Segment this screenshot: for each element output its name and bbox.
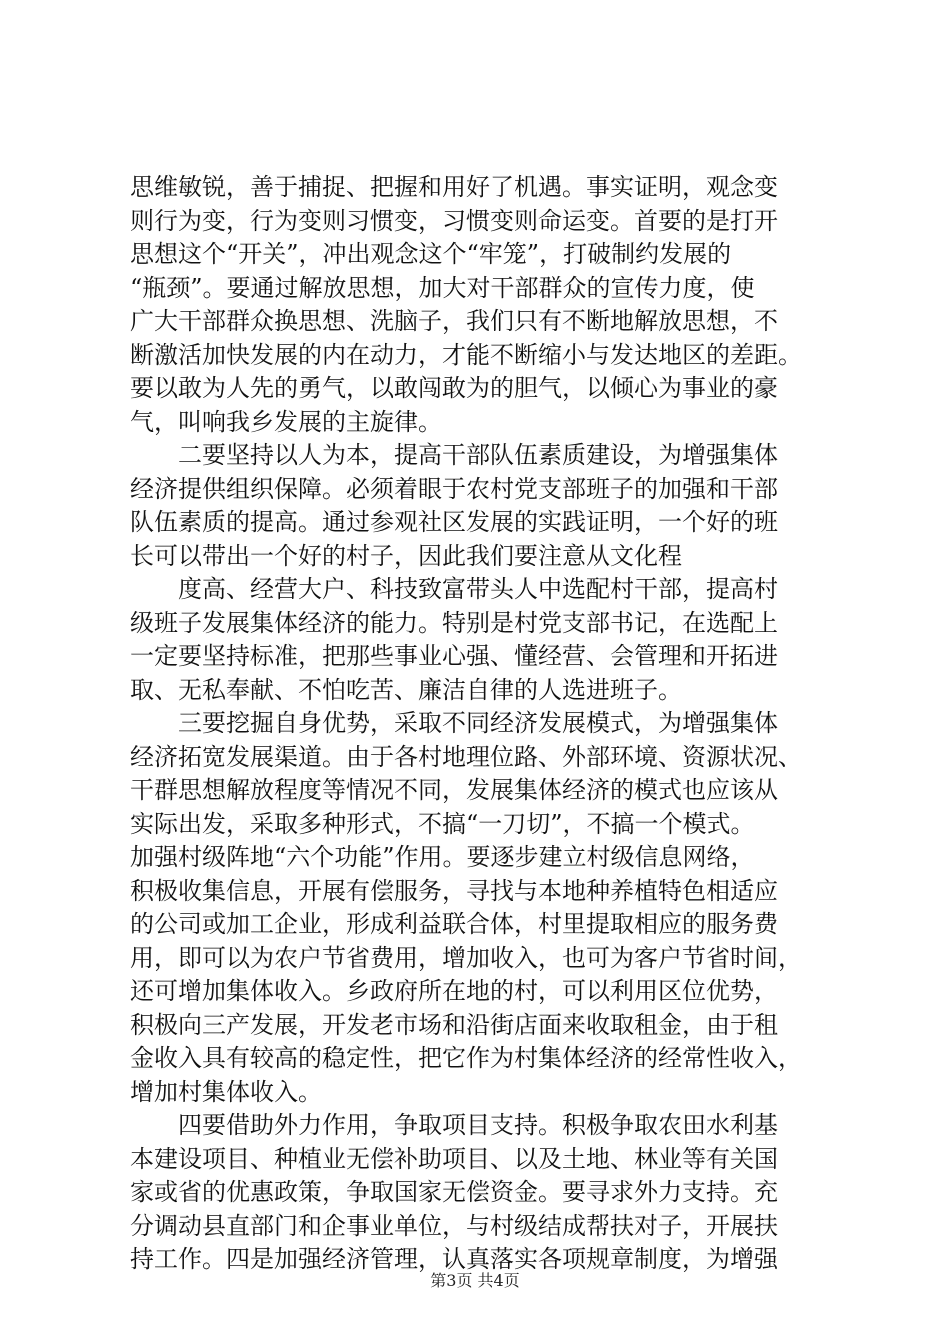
text-line: 度高、经营大户、科技致富带头人中选配村干部，提高村 [130, 575, 778, 603]
text-line: 经济提供组织保障。必须着眼于农村党支部班子的加强和干部 [130, 474, 778, 503]
text-line: 金收入具有较高的稳定性，把它作为村集体经济的经常性收入， [130, 1044, 802, 1072]
text-line: 思想这个“开关”，冲出观念这个“牢笼”，打破制约发展的 [130, 240, 732, 268]
text-line: 积极向三产发展，开发老市场和沿街店面来收取租金，由于租 [130, 1010, 778, 1039]
text-line: 气，叫响我乡发展的主旋律。 [130, 407, 442, 436]
text-line: 级班子发展集体经济的能力。特别是村党支部书记，在选配上 [130, 608, 778, 637]
text-line: 则行为变，行为变则习惯变，习惯变则命运变。首要的是打开 [130, 206, 778, 235]
text-line: 长可以带出一个好的村子，因此我们要注意从文化程 [130, 541, 682, 570]
text-line: 持工作。四是加强经济管理，认真落实各项规章制度，为增强 [130, 1245, 778, 1273]
text-line: 三要挖掘自身优势，采取不同经济发展模式，为增强集体 [130, 709, 778, 737]
text-line: 取、无私奉献、不怕吃苦、廉洁自律的人选进班子。 [130, 675, 682, 704]
text-line: 实际出发，采取多种形式，不搞“一刀切”，不搞一个模式。 [130, 809, 755, 838]
text-line: 思维敏锐，善于捕捉、把握和用好了机遇。事实证明，观念变 [130, 173, 778, 201]
text-line: 经济拓宽发展渠道。由于各村地理位路、外部环境、资源状况、 [130, 742, 802, 771]
page-number-footer: 第3页 共4页 [430, 1271, 520, 1290]
text-line: 分调动县直部门和企事业单位，与村级结成帮扶对子，开展扶 [130, 1211, 778, 1240]
text-line: 广大干部群众换思想、洗脑子，我们只有不断地解放思想，不 [130, 307, 778, 335]
text-line: 增加村集体收入。 [130, 1077, 322, 1106]
text-line: 干群思想解放程度等情况不同，发展集体经济的模式也应该从 [130, 776, 778, 804]
text-line: 二要坚持以人为本，提高干部队伍素质建设，为增强集体 [130, 441, 778, 469]
text-line: 加强村级阵地“六个功能”作用。要逐步建立村级信息网络， [130, 843, 755, 871]
text-line: 本建设项目、种植业无偿补助项目、以及土地、林业等有关国 [130, 1144, 778, 1173]
text-line: 用，即可以为农户节省费用，增加收入，也可为客户节省时间， [130, 943, 802, 972]
text-line: 断激活加快发展的内在动力，才能不断缩小与发达地区的差距。 [130, 340, 802, 369]
body-text [130, 171, 830, 1277]
text-line: 队伍素质的提高。通过参观社区发展的实践证明，一个好的班 [130, 508, 778, 536]
text-line: 一定要坚持标准，把那些事业心强、懂经营、会管理和开拓进 [130, 642, 778, 670]
text-line: 的公司或加工企业，形成利益联合体，村里提取相应的服务费 [130, 910, 778, 938]
text-line: 还可增加集体收入。乡政府所在地的村，可以利用区位优势， [130, 977, 778, 1005]
text-line: 要以敢为人先的勇气，以敢闯敢为的胆气，以倾心为事业的豪 [130, 374, 778, 402]
text-line: 四要借助外力作用，争取项目支持。积极争取农田水利基 [130, 1111, 778, 1139]
text-line: “瓶颈”。要通过解放思想，加大对干部群众的宣传力度，使 [130, 273, 755, 302]
text-line: 积极收集信息，开展有偿服务，寻找与本地种养植特色相适应 [130, 876, 778, 905]
text-line: 家或省的优惠政策，争取国家无偿资金。要寻求外力支持。充 [130, 1178, 778, 1206]
